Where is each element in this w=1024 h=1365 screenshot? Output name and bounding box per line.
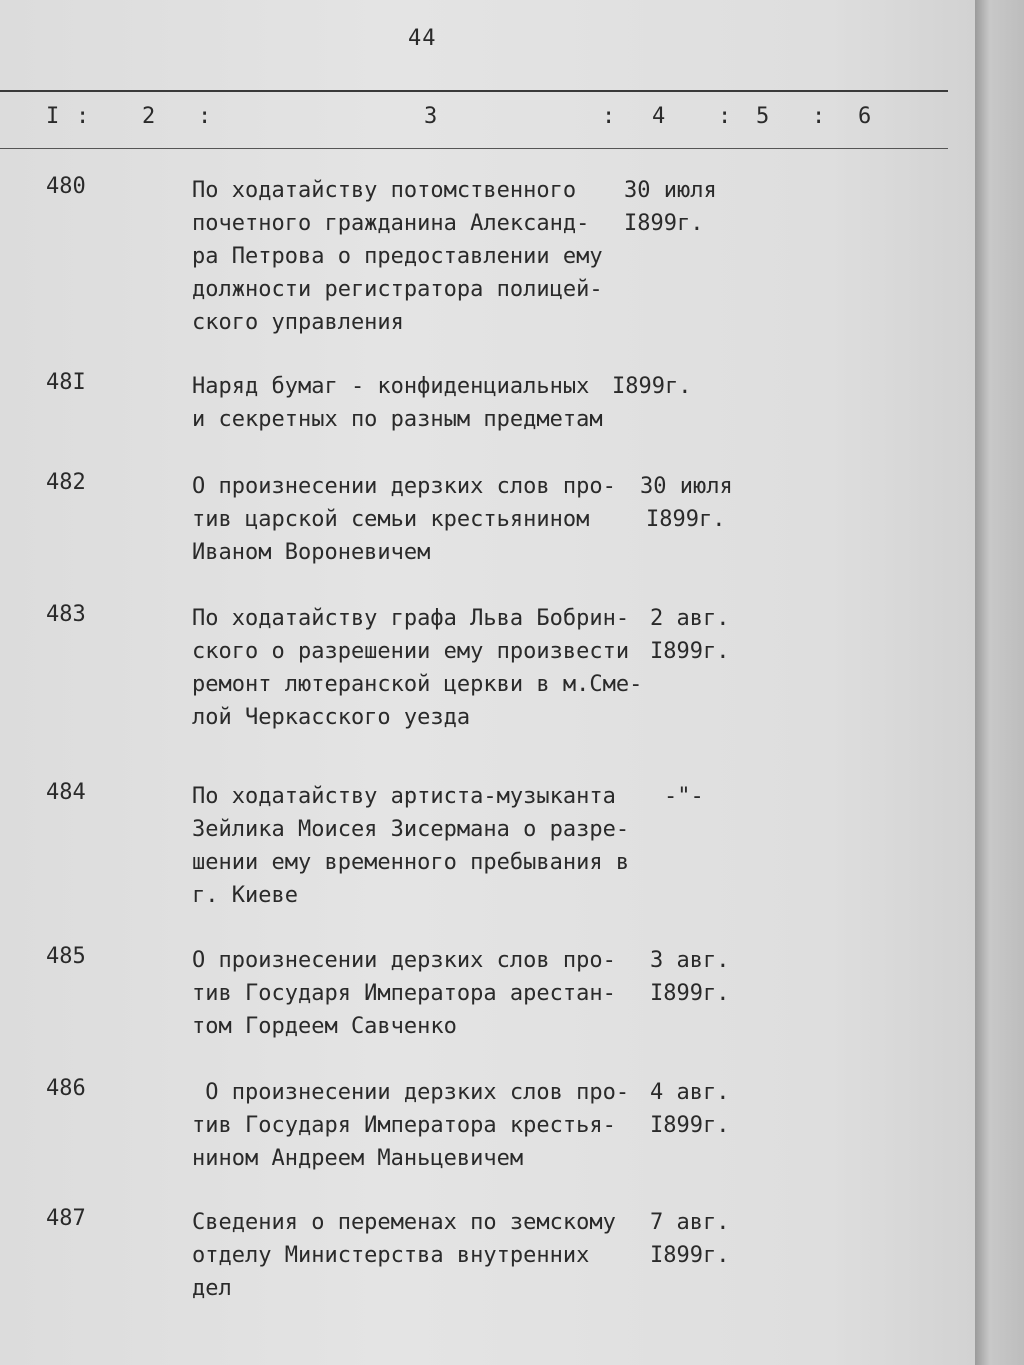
column-separator-1: : xyxy=(76,104,90,129)
entry-description: О произнесении дерзких слов про- тив Государя Императора арестан- том Гордеем Савченко xyxy=(192,948,616,1039)
column-separator-5: : xyxy=(812,104,826,129)
entry-date: 2 авг. I899г. xyxy=(650,606,730,664)
entry-description: О произнесении дерзких слов про- тив Государя Императора крестья- нином Андреем Маньцевичем xyxy=(192,1080,630,1171)
entry-description: Сведения о переменах по земскому отделу Министерства внутренних дел xyxy=(192,1210,616,1301)
entry-date: 30 июля I899г. xyxy=(640,474,733,532)
entry-description: По ходатайству графа Льва Бобрин- ского о разрешении ему произвести ремонт лютеранской церкви в м.Сме- лой Черкасского уезда xyxy=(192,606,643,730)
column-header-3: 3 xyxy=(424,104,438,129)
entry-date: 30 июля I899г. xyxy=(624,178,717,236)
entry-date: 7 авг. I899г. xyxy=(650,1210,730,1268)
entry-number: 480 xyxy=(46,174,86,199)
entry-number: 483 xyxy=(46,602,86,627)
underlying-page-edge xyxy=(975,0,1024,1365)
entry-number: 485 xyxy=(46,944,86,969)
entry-description: О произнесении дерзких слов про- тив царской семьи крестьянином Иваном Вороневичем xyxy=(192,474,616,565)
entry-date: 4 авг. I899г. xyxy=(650,1080,730,1138)
entry-number: 482 xyxy=(46,470,86,495)
entry-number: 487 xyxy=(46,1206,86,1231)
column-header-6: 6 xyxy=(858,104,872,129)
column-separator-2: : xyxy=(198,104,212,129)
header-bottom-rule xyxy=(0,148,948,149)
column-header-4: 4 xyxy=(652,104,666,129)
page-number: 44 xyxy=(408,26,437,51)
header-top-rule xyxy=(0,90,948,92)
entry-number: 484 xyxy=(46,780,86,805)
column-header-5: 5 xyxy=(756,104,770,129)
entry-date: 3 авг. I899г. xyxy=(650,948,730,1006)
column-header-1: I xyxy=(46,104,60,129)
entry-description: Наряд бумаг - конфиденциальных и секретных по разным предметам xyxy=(192,374,603,432)
entry-date: I899г. xyxy=(612,374,692,399)
entry-date: -"- xyxy=(664,784,704,809)
column-header-2: 2 xyxy=(142,104,156,129)
entry-number: 486 xyxy=(46,1076,86,1101)
entry-description: По ходатайству потомственного почетного гражданина Александ- ра Петрова о предоставлении ему должности регистратора полицей- ского управления xyxy=(192,178,603,335)
column-separator-4: : xyxy=(718,104,732,129)
entry-description: По ходатайству артиста-музыканта Зейлика Моисея Зисермана о разре- шении ему временного пребывания в г. Киеве xyxy=(192,784,630,908)
entry-number: 48I xyxy=(46,370,86,395)
column-separator-3: : xyxy=(602,104,616,129)
